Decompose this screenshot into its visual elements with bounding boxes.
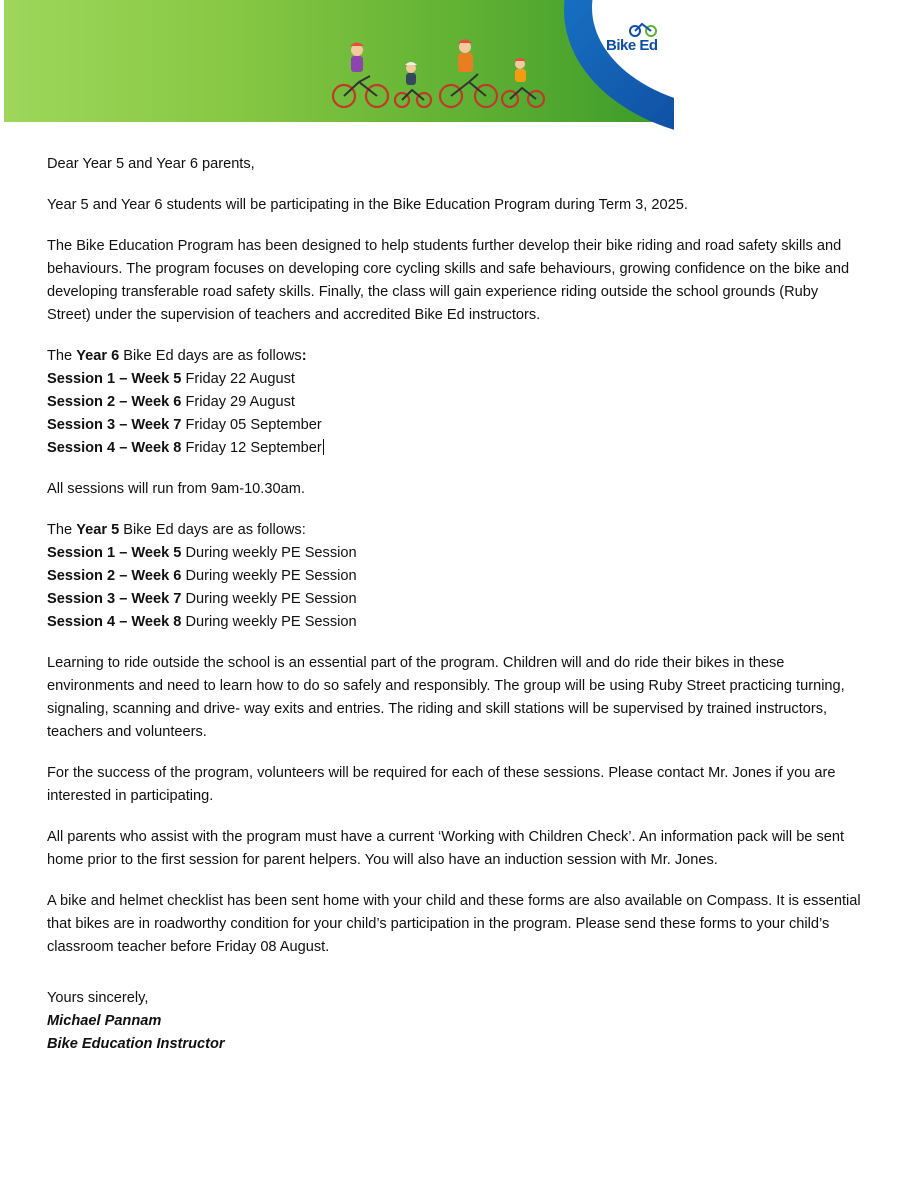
year5-session-3 <box>47 588 862 611</box>
session-label: Session 4 – Week 8 <box>47 614 182 630</box>
session-label: Session 2 – Week 6 <box>47 394 182 410</box>
year5-session-2 <box>47 565 862 588</box>
session-detail: Friday 22 August <box>181 371 295 387</box>
learning-paragraph: Learning to ride outside the school is an essential part of the program. Children will and do ride their bikes in these environments and need to learn how to do so safely and responsibly. The group will be using Ruby Street practicing turning, signaling, scanning and drive- way exits and entries. The riding and skill stations will be supervised by trained instructors, teachers and volunteers. <box>47 655 845 740</box>
year6-schedule <box>47 345 862 460</box>
year5-intro-bold: Year 5 <box>76 522 120 538</box>
header-banner <box>4 0 674 140</box>
session-detail: During weekly PE Session <box>181 568 357 584</box>
year6-intro <box>47 345 862 368</box>
signature-block <box>47 987 862 1056</box>
year5-schedule <box>47 519 862 634</box>
bike-ed-logo <box>606 20 672 60</box>
checklist-paragraph: A bike and helmet checklist has been sent home with your child and these forms are also available on Compass. It is essential that bikes are in roadworthy condition for your child’s participation in the program. Please send these forms to your child’s classroom teacher before Friday 08 August. <box>47 893 861 955</box>
year6-intro-pre: The <box>47 348 77 364</box>
year5-session-4 <box>47 611 862 634</box>
closing: Yours sincerely, <box>47 990 149 1006</box>
session-detail: During weekly PE Session <box>181 614 357 630</box>
year5-intro-pre: The <box>47 522 77 538</box>
letter-body <box>47 153 862 1056</box>
year5-intro-post: Bike Ed days are as follows: <box>119 522 306 538</box>
greeting: Dear Year 5 and Year 6 parents, <box>47 156 255 172</box>
session-label: Session 1 – Week 5 <box>47 371 182 387</box>
year6-intro-bold: Year 6 <box>76 348 120 364</box>
session-detail: Friday 05 September <box>181 417 322 433</box>
session-detail: During weekly PE Session <box>181 545 357 561</box>
session-detail: Friday 29 August <box>181 394 295 410</box>
cyclists-illustration <box>324 38 554 110</box>
times-paragraph: All sessions will run from 9am-10.30am. <box>47 481 305 497</box>
year5-intro <box>47 519 862 542</box>
year6-intro-colon: : <box>301 348 307 364</box>
session-label: Session 4 – Week 8 <box>47 440 182 456</box>
year6-session-1 <box>47 368 862 391</box>
volunteers-paragraph: For the success of the program, volunteers will be required for each of these sessions. Please contact Mr. Jones if you are interested in participating. <box>47 765 836 804</box>
signer-name: Michael Pannam <box>47 1013 162 1029</box>
signer-title: Bike Education Instructor <box>47 1036 225 1052</box>
year6-session-4 <box>47 437 862 460</box>
session-detail: During weekly PE Session <box>181 591 357 607</box>
text-cursor <box>323 439 324 455</box>
intro-paragraph: Year 5 and Year 6 students will be participating in the Bike Education Program during Term 3, 2025. <box>47 197 688 213</box>
program-paragraph: The Bike Education Program has been designed to help students further develop their bike riding and road safety skills and behaviours. The program focuses on developing core cycling skills and safe behaviours, growing confidence on the bike and developing transferable road safety skills. Finally, the class will gain experience riding outside the school grounds (Ruby Street) under the supervision of teachers and accredited Bike Ed instructors. <box>47 238 850 323</box>
year6-session-3 <box>47 414 862 437</box>
year6-session-2 <box>47 391 862 414</box>
year6-intro-post: Bike Ed days are as follows <box>119 348 302 364</box>
session-label: Session 1 – Week 5 <box>47 545 182 561</box>
session-label: Session 2 – Week 6 <box>47 568 182 584</box>
logo-text: Bike Ed <box>606 37 658 54</box>
session-detail: Friday 12 September <box>181 440 322 456</box>
session-label: Session 3 – Week 7 <box>47 591 182 607</box>
parents-paragraph: All parents who assist with the program must have a current ‘Working with Children Check’. An information pack will be sent home prior to the first session for parent helpers. You will also have an induction session with Mr. Jones. <box>47 829 845 868</box>
bike-logo-icon <box>628 20 658 38</box>
year5-session-1 <box>47 542 862 565</box>
session-label: Session 3 – Week 7 <box>47 417 182 433</box>
